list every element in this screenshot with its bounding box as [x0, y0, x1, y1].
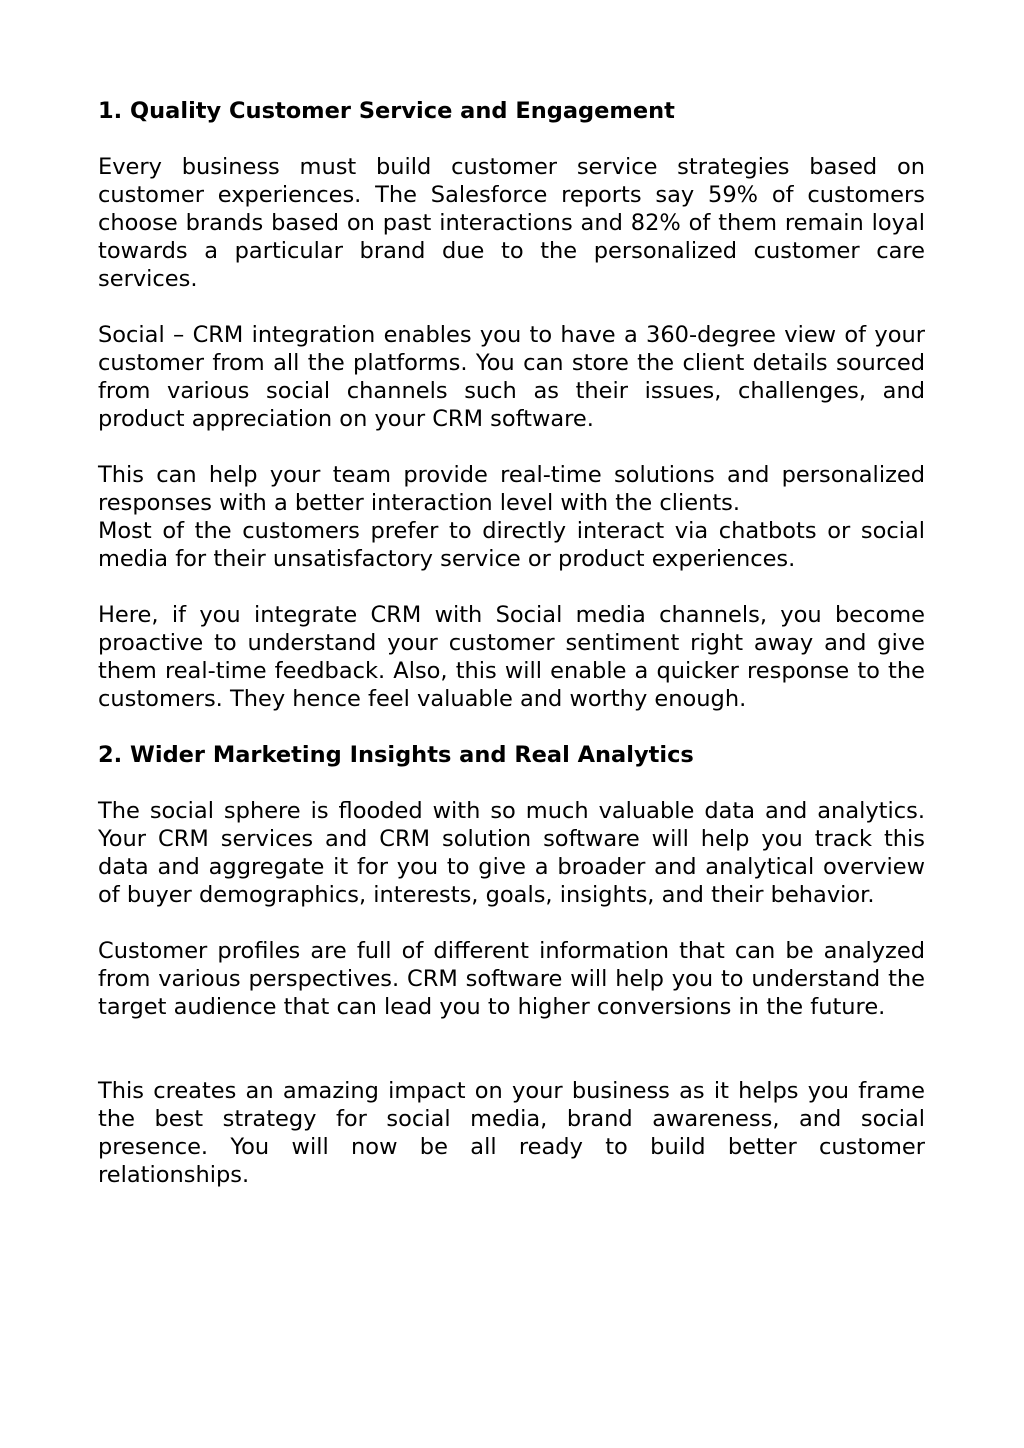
paragraph-integrate-crm-social: Here, if you integrate CRM with Social media channels, you become proactive to understand your customer sentiment right away and give them real-time feedback. Also, this will enable a quicker response to the customers. They hence feel valuable and worthy enough. — [98, 602, 925, 712]
spacer — [98, 125, 925, 153]
paragraph-amazing-impact: This creates an amazing impact on your business as it helps you frame the best strategy for social media, brand awareness, and social presence. You will now be all ready to build better customer relationships. — [98, 1078, 925, 1188]
spacer — [98, 433, 925, 461]
paragraph-customer-profiles: Customer profiles are full of different information that can be analyzed from various perspectives. CRM software will help you to understand the target audience that can lead you to higher conversions in the future. — [98, 938, 925, 1020]
section-heading-quality-customer-service: 1. Quality Customer Service and Engagement — [98, 98, 675, 124]
paragraph-social-sphere-data: The social sphere is flooded with so much valuable data and analytics. Your CRM services and CRM solution software will help you track this data and aggregate it for you to give a broader and analytical overview of buyer demographics, interests, goals, insights, and their behavior. — [98, 798, 925, 908]
spacer — [98, 293, 925, 321]
paragraph-real-time-solutions: This can help your team provide real-time solutions and personalized responses with a better interaction level with the clients. — [98, 462, 925, 516]
paragraph-social-crm-integration: Social – CRM integration enables you to have a 360-degree view of your customer from all the platforms. You can store the client details sourced from various social channels such as their issues, challenges, and product appreciation on your CRM software. — [98, 322, 925, 432]
spacer — [98, 1021, 925, 1077]
document-page — [98, 97, 925, 1189]
spacer — [98, 713, 925, 741]
section-heading-marketing-insights: 2. Wider Marketing Insights and Real Analytics — [98, 742, 694, 768]
spacer — [98, 909, 925, 937]
paragraph-customers-prefer-chatbots: Most of the customers prefer to directly interact via chatbots or social media for their unsatisfactory service or product experiences. — [98, 518, 925, 572]
spacer — [98, 573, 925, 601]
paragraph-customer-service-strategies: Every business must build customer service strategies based on customer experiences. The Salesforce reports say 59% of customers choose brands based on past interactions and 82% of them remain loyal towards a particular brand due to the personalized customer care services. — [98, 154, 925, 292]
spacer — [98, 769, 925, 797]
